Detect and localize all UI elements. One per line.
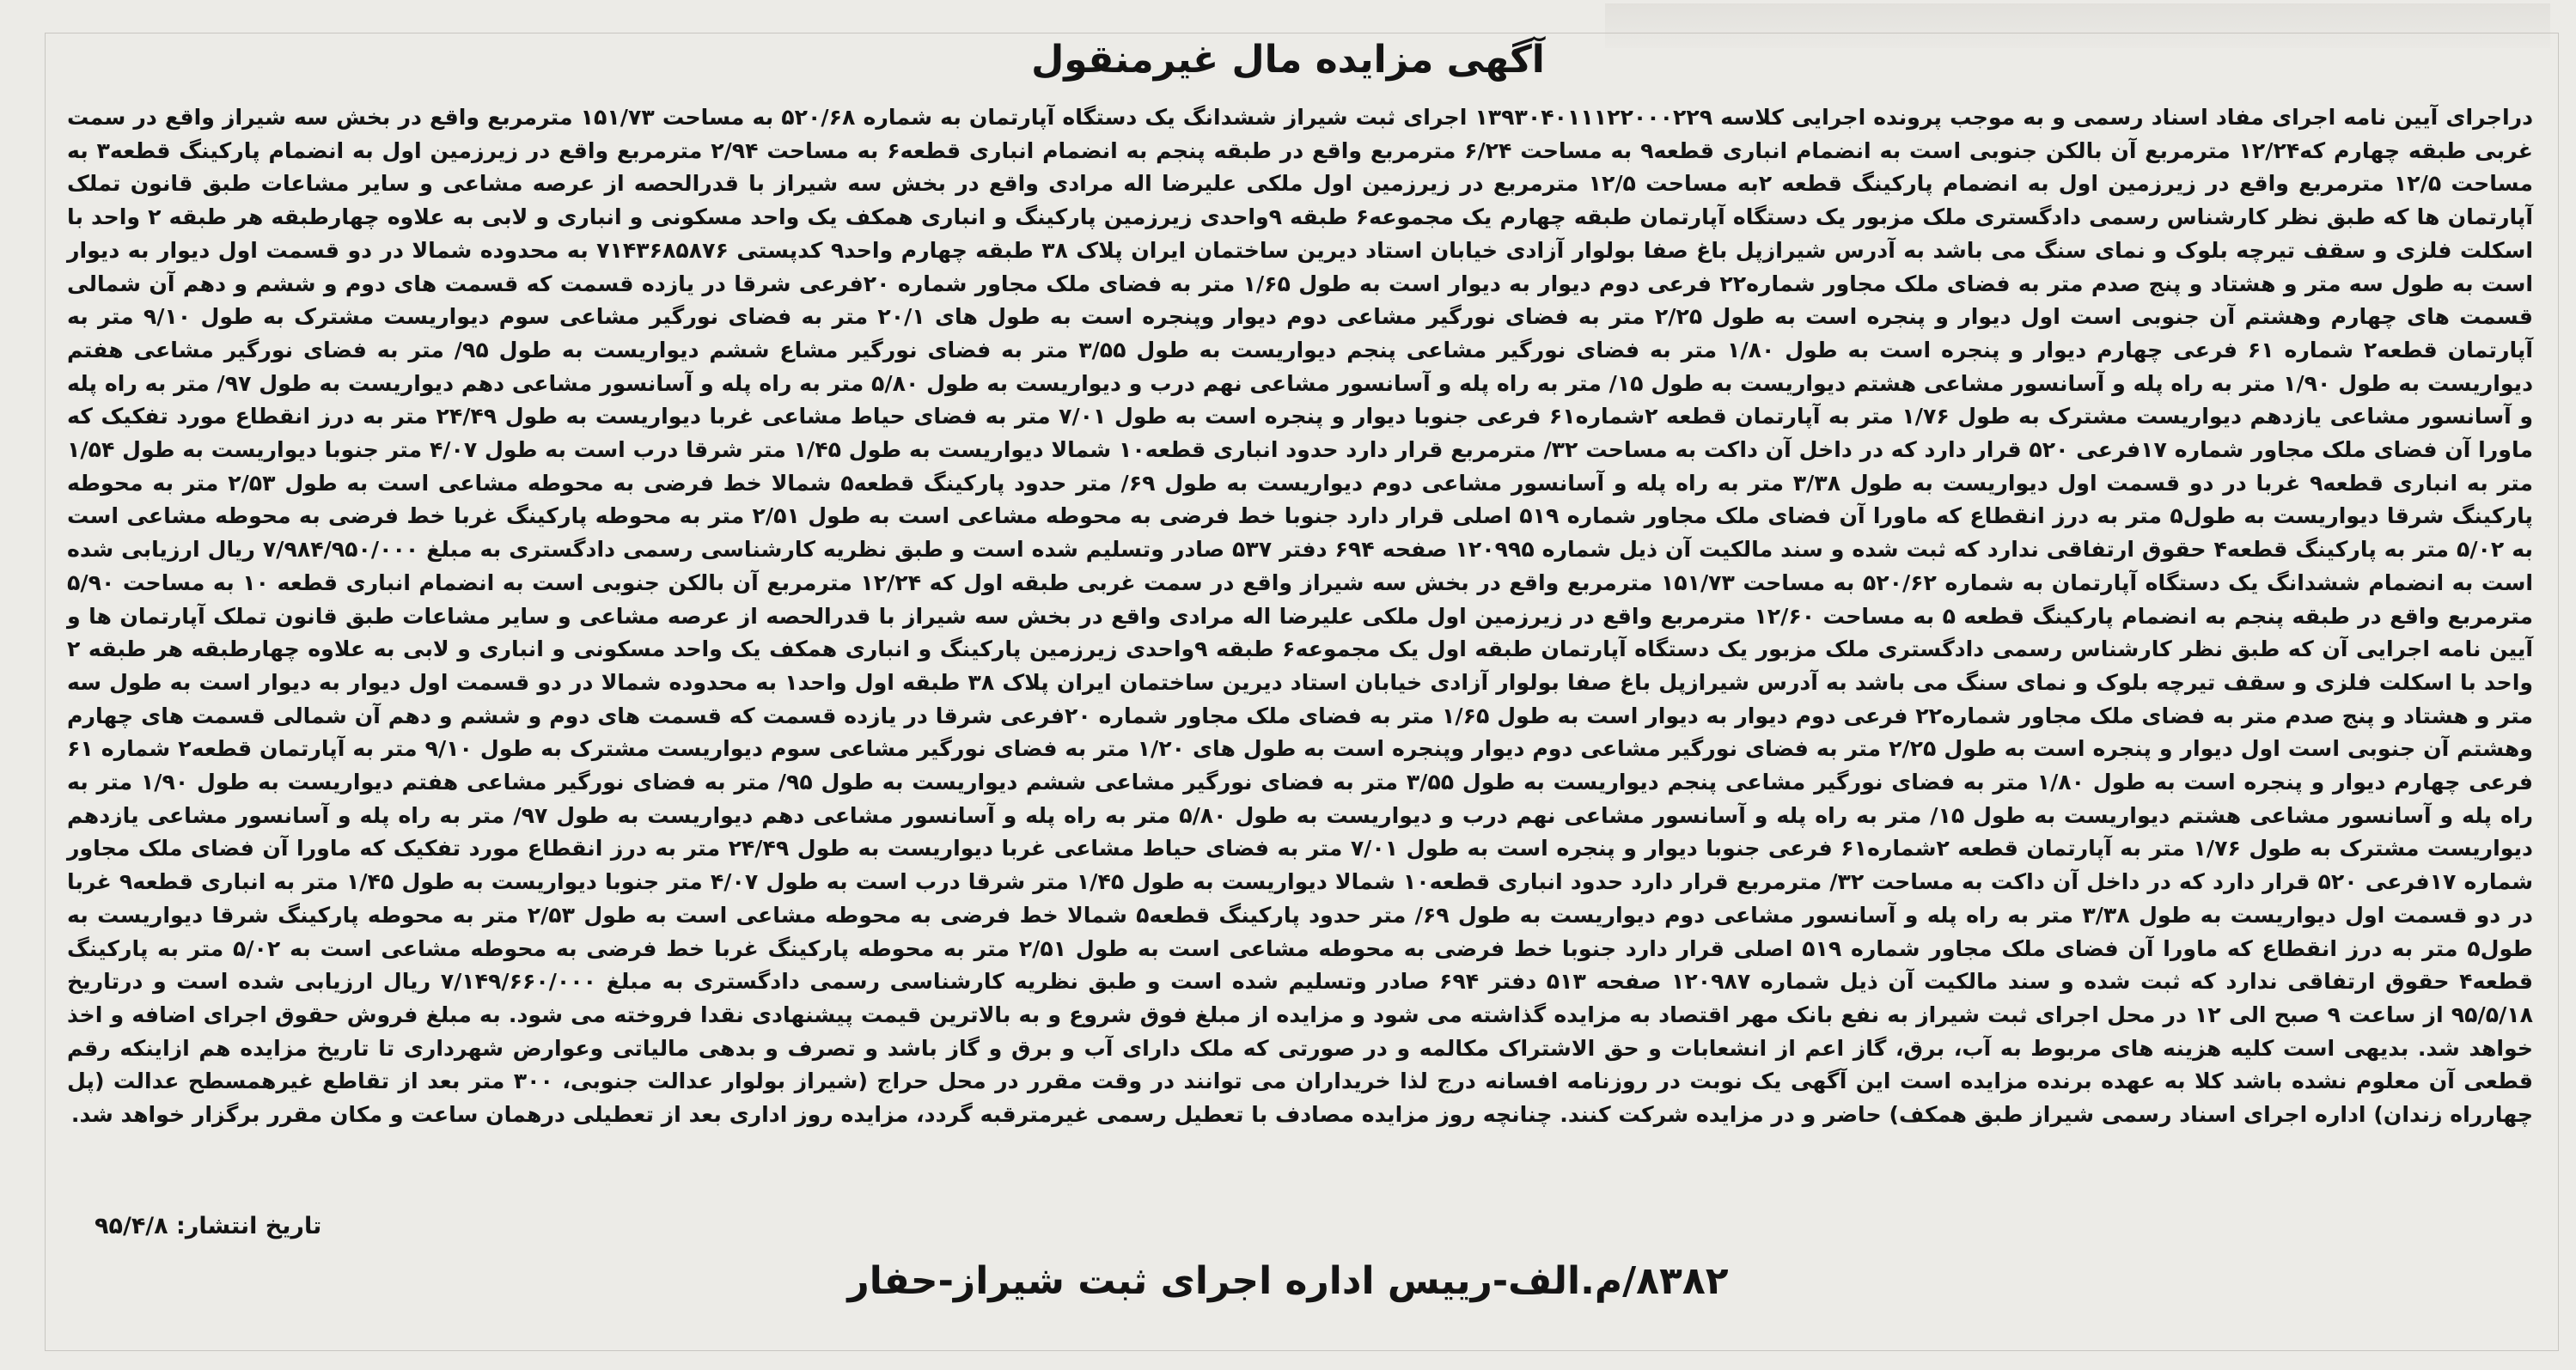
notice-paragraph: دراجرای آیین نامه اجرای مفاد اسناد رسمی و به موجب پرونده اجرایی کلاسه ۱۳۹۳۰۴۰۱۱۱۲۲۰۰۰۲۲۹ اجرای ثبت شیراز ششدانگ یک دستگاه آپارتمان به شماره ۵۲۰/۶۸ به مساحت ۱۵۱/۷۳ مترمربع واقع در بخش سه شیراز واقع در سمت غربی طبقه چهارم که۱۲/۲۴ مترمربع آن بالکن جنوبی است به انضمام انباری قطعه۹ به مساحت ۶/۲۴ مترمربع واقع در طبقه پنجم به انضمام انباری قطعه۶ به مساحت ۲/۹۴ مترمربع واقع در زیرزمین اول به انضمام پارکینگ قطعه۳ به مساحت ۱۲/۵ مترمربع واقع در زیرزمین اول به انضمام پارکینگ قطعه ۲به مساحت ۱۲/۵ مترمربع در زیرزمین اول ملکی علیرضا اله مرادی واقع در بخش سه شیراز با قدرالحصه از عرصه مشاعی و سایر مشاعات طبق قانون تملک آپارتمان ها که طبق نظر کارشناس رسمی دادگستری ملک مزبور یک دستگاه آپارتمان طبقه چهارم یک مجموعه۶ طبقه ۹واحدی زیرزمین پارکینگ و انباری همکف یک واحد مسکونی و انباری و لابی به علاوه چهارطبقه هر طبقه ۲ واحد با اسکلت فلزی و سقف تیرچه بلوک و نمای سنگ می باشد به آدرس شیرازپل باغ صفا بولوار آزادی خیابان استاد دیرین ساختمان ایران پلاک ۳۸ طبقه چهارم واحد۹ کدپستی ۷۱۴۳۶۸۵۸۷۶ به محدوده شمالا در دو قسمت اول دیوار به دیوار است به طول سه متر و هشتاد و پنج صدم متر به فضای ملک مجاور شماره۲۲ فرعی دوم دیوار به دیوار است به طول ۱/۶۵ متر به فضای ملک مجاور شماره ۲۰فرعی شرقا در یازده قسمت که قسمت های دوم و ششم و دهم آن شمالی قسمت های چهارم وهشتم آن جنوبی است اول دیوار و پنجره است به طول ۲/۲۵ متر به فضای نورگیر مشاعی دوم دیوار وپنجره است به طول های ۲۰/۱ متر به فضای نورگیر مشاعی سوم دیواریست مشترک به طول ۹/۱۰ متر به آپارتمان قطعه۲ شماره ۶۱ فرعی چهارم دیوار و پنجره است به طول ۱/۸۰ متر به فضای نورگیر مشاعی پنجم دیواریست به طول ۳/۵۵ متر به فضای نورگیر مشاع ششم دیواریست به طول ۹۵/ متر به فضای نورگیر مشاعی هفتم دیواریست به طول ۱/۹۰ متر به راه پله و آسانسور مشاعی هشتم دیواریست به طول ۱۵/ متر به راه پله و آسانسور مشاعی نهم درب و دیواریست به طول ۵/۸۰ متر به راه پله و آسانسور مشاعی دهم دیواریست به طول ۹۷/ متر به راه پله و آسانسور مشاعی یازدهم دیواریست مشترک به طول ۱/۷۶ متر به آپارتمان قطعه ۲شماره۶۱ فرعی جنوبا دیوار و پنجره است به طول ۷/۰۱ متر به فضای حیاط مشاعی غربا دیواریست به طول ۲۴/۴۹ متر به درز انقطاع مورد تفکیک که ماورا آن فضای ملک مجاور شماره ۱۷فرعی ۵۲۰ قرار دارد که در داخل آن داکت به مساحت ۳۲/ مترمربع قرار دارد حدود انباری قطعه۱۰ شمالا دیواریست به طول ۱/۴۵ متر شرقا درب است به طول ۴/۰۷ متر جنوبا دیواریست به طول ۱/۵۴ متر به انباری قطعه۹ غربا در دو قسمت اول دیواریست به طول ۳/۳۸ متر به راه پله و آسانسور مشاعی دوم دیواریست به طول ۶۹/ متر حدود پارکینگ قطعه۵ شمالا خط فرضی به محوطه مشاعی است به طول ۲/۵۳ متر به محوطه پارکینگ شرقا دیواریست به طول۵ متر به درز انقطاع که ماورا آن فضای ملک مجاور شماره ۵۱۹ اصلی قرار دارد جنوبا خط فرضی به محوطه مشاعی است به طول ۲/۵۱ متر به محوطه پارکینگ غربا خط فرضی به محوطه مشاعی است به ۵/۰۲ متر به پارکینگ قطعه۴ حقوق ارتفاقی ندارد که ثبت شده و سند مالکیت آن ذیل شماره ۱۲۰۹۹۵ صفحه ۶۹۴ دفتر ۵۳۷ صادر وتسلیم شده است و طبق نظریه کارشناسی رسمی دادگستری به مبلغ ۷/۹۸۴/۹۵۰/۰۰۰ ریال ارزیابی شده است به انضمام ششدانگ یک دستگاه آپارتمان به شماره ۵۲۰/۶۲ به مساحت ۱۵۱/۷۳ مترمربع واقع در بخش سه شیراز واقع در سمت غربی طبقه اول که ۱۲/۲۴ مترمربع آن بالکن جنوبی است به انضمام انباری قطعه ۱۰ به مساحت ۵/۹۰ مترمربع واقع در طبقه پنجم به انضمام پارکینگ قطعه ۵ به مساحت ۱۲/۶۰ مترمربع واقع در زیرزمین اول ملکی علیرضا اله مرادی واقع در بخش سه شیراز با قدرالحصه از عرصه مشاعی و سایر مشاعات طبق قانون تملک آپارتمان ها و آیین نامه اجرایی آن که طبق نظر کارشناس رسمی دادگستری ملک مزبور یک دستگاه آپارتمان طبقه اول یک مجموعه۶ طبقه ۹واحدی زیرزمین پارکینگ و انباری همکف یک واحد مسکونی و انباری و لابی به علاوه چهارطبقه هر طبقه ۲ واحد با اسکلت فلزی و سقف تیرچه بلوک و نمای سنگ می باشد به آدرس شیرازپل باغ صفا بولوار آزادی خیابان استاد دیرین ساختمان ایران پلاک ۳۸ طبقه اول واحد۱ به محدوده شمالا در دو قسمت اول دیوار به دیوار است به طول سه متر و هشتاد و پنج صدم متر به فضای ملک مجاور شماره۲۲ فرعی دوم دیوار به دیوار است به طول ۱/۶۵ متر به فضای ملک مجاور شماره ۲۰فرعی شرقا در یازده قسمت که قسمت های دوم و ششم و دهم آن شمالی قسمت های چهارم وهشتم آن جنوبی است اول دیوار و پنجره است به طول ۲/۲۵ متر به فضای نورگیر مشاعی دوم دیوار وپنجره است به طول های ۱/۲۰ متر به فضای نورگیر مشاعی سوم دیواریست مشترک به طول ۹/۱۰ متر به آپارتمان قطعه۲ شماره ۶۱ فرعی چهارم دیوار و پنجره است به طول ۱/۸۰ متر به فضای نورگیر مشاعی پنجم دیواریست به طول ۳/۵۵ متر به فضای نورگیر مشاعی ششم دیواریست به طول ۹۵/ متر به فضای نورگیر مشاعی هفتم دیواریست به طول ۱/۹۰ متر به راه پله و آسانسور مشاعی هشتم دیواریست به طول ۱۵/ متر به راه پله و آسانسور مشاعی نهم درب و دیواریست به طول ۵/۸۰ متر به راه پله و آسانسور مشاعی دهم دیواریست به طول ۹۷/ متر به راه پله و آسانسور مشاعی یازدهم دیواریست مشترک به طول ۱/۷۶ متر به آپارتمان قطعه ۲شماره۶۱ فرعی جنوبا دیوار و پنجره است به طول ۷/۰۱ متر به فضای حیاط مشاعی غربا دیواریست به طول ۲۴/۴۹ متر به درز انقطاع مورد تفکیک که ماورا آن فضای ملک مجاور شماره ۱۷فرعی ۵۲۰ قرار دارد که در داخل آن داکت به مساحت ۳۲/ مترمربع قرار دارد حدود انباری قطعه۱۰ شمالا دیواریست به طول ۱/۴۵ متر شرقا درب است به طول ۴/۰۷ متر جنوبا دیواریست به طول ۱/۴۵ متر به انباری قطعه۹ غربا در دو قسمت اول دیواریست به طول ۳/۳۸ متر به راه پله و آسانسور مشاعی دوم دیواریست به طول ۶۹/ متر حدود پارکینگ قطعه۵ شمالا خط فرضی به محوطه مشاعی است به طول ۲/۵۳ متر به محوطه پارکینگ شرقا دیواریست به طول۵ متر به درز انقطاع که ماورا آن فضای ملک مجاور شماره ۵۱۹ اصلی قرار دارد جنوبا خط فرضی به محوطه مشاعی است به طول ۲/۵۱ متر به محوطه پارکینگ غربا خط فرضی به محوطه مشاعی است به ۵/۰۲ متر به پارکینگ قطعه۴ حقوق ارتفاقی ندارد که ثبت شده و سند مالکیت آن ذیل شماره ۱۲۰۹۸۷ صفحه ۵۱۳ دفتر ۶۹۴ صادر وتسلیم شده است و طبق نظریه کارشناسی رسمی دادگستری به مبلغ ۷/۱۴۹/۶۶۰/۰۰۰ ریال ارزیابی شده است و درتاریخ ۹۵/۵/۱۸ از ساعت ۹ صبح الی ۱۲ در محل اجرای ثبت شیراز به نفع بانک مهر اقتصاد به مزایده گذاشته می شود و مزایده از مبلغ فوق شروع و به بالاترین قیمت پیشنهادی نقدا فروخته می شود. به مبلغ فروش حقوق اجرای اضافه و اخذ خواهد شد. بدیهی است کلیه هزینه های مربوط به آب، برق، گاز اعم از انشعابات و حق الاشتراک مکالمه و در صورتی که ملک دارای آب و برق و گاز باشد و تصرف و بدهی مالیاتی وعوارض شهرداری تا تاریخ مزایده هم ازاینکه رقم قطعی آن معلوم نشده باشد کلا به عهده برنده مزایده است این آگهی یک نوبت در روزنامه افسانه درج لذا خریداران می توانند در وقت مقرر در محل حراج (شیراز بولوار عدالت جنوبی، ۳۰۰ متر بعد از تقاطع غیرهمسطح عدالت (پل چهارراه زندان) اداره اجرای اسناد رسمی شیراز طبق همکف) حاضر و در مزایده شرکت کنند. چنانچه روز مزایده مصادف با تعطیل رسمی غیرمترقبه گردد، مزایده روز اداری بعد از تعطیلی درهمان ساعت و مکان مقرر برگزار خواهد شد.: [67, 105, 2534, 1128]
notice-title: آگهی مزایده مال غیرمنقول: [1031, 38, 1545, 82]
notice-signature: ۸۳۸۲/م.الف-رییس اداره اجرای ثبت شیراز-حفار: [847, 1259, 1729, 1303]
publish-date: تاریخ انتشار: ۹۵/۴/۸: [95, 1213, 322, 1239]
notice-body: [67, 101, 2533, 1132]
